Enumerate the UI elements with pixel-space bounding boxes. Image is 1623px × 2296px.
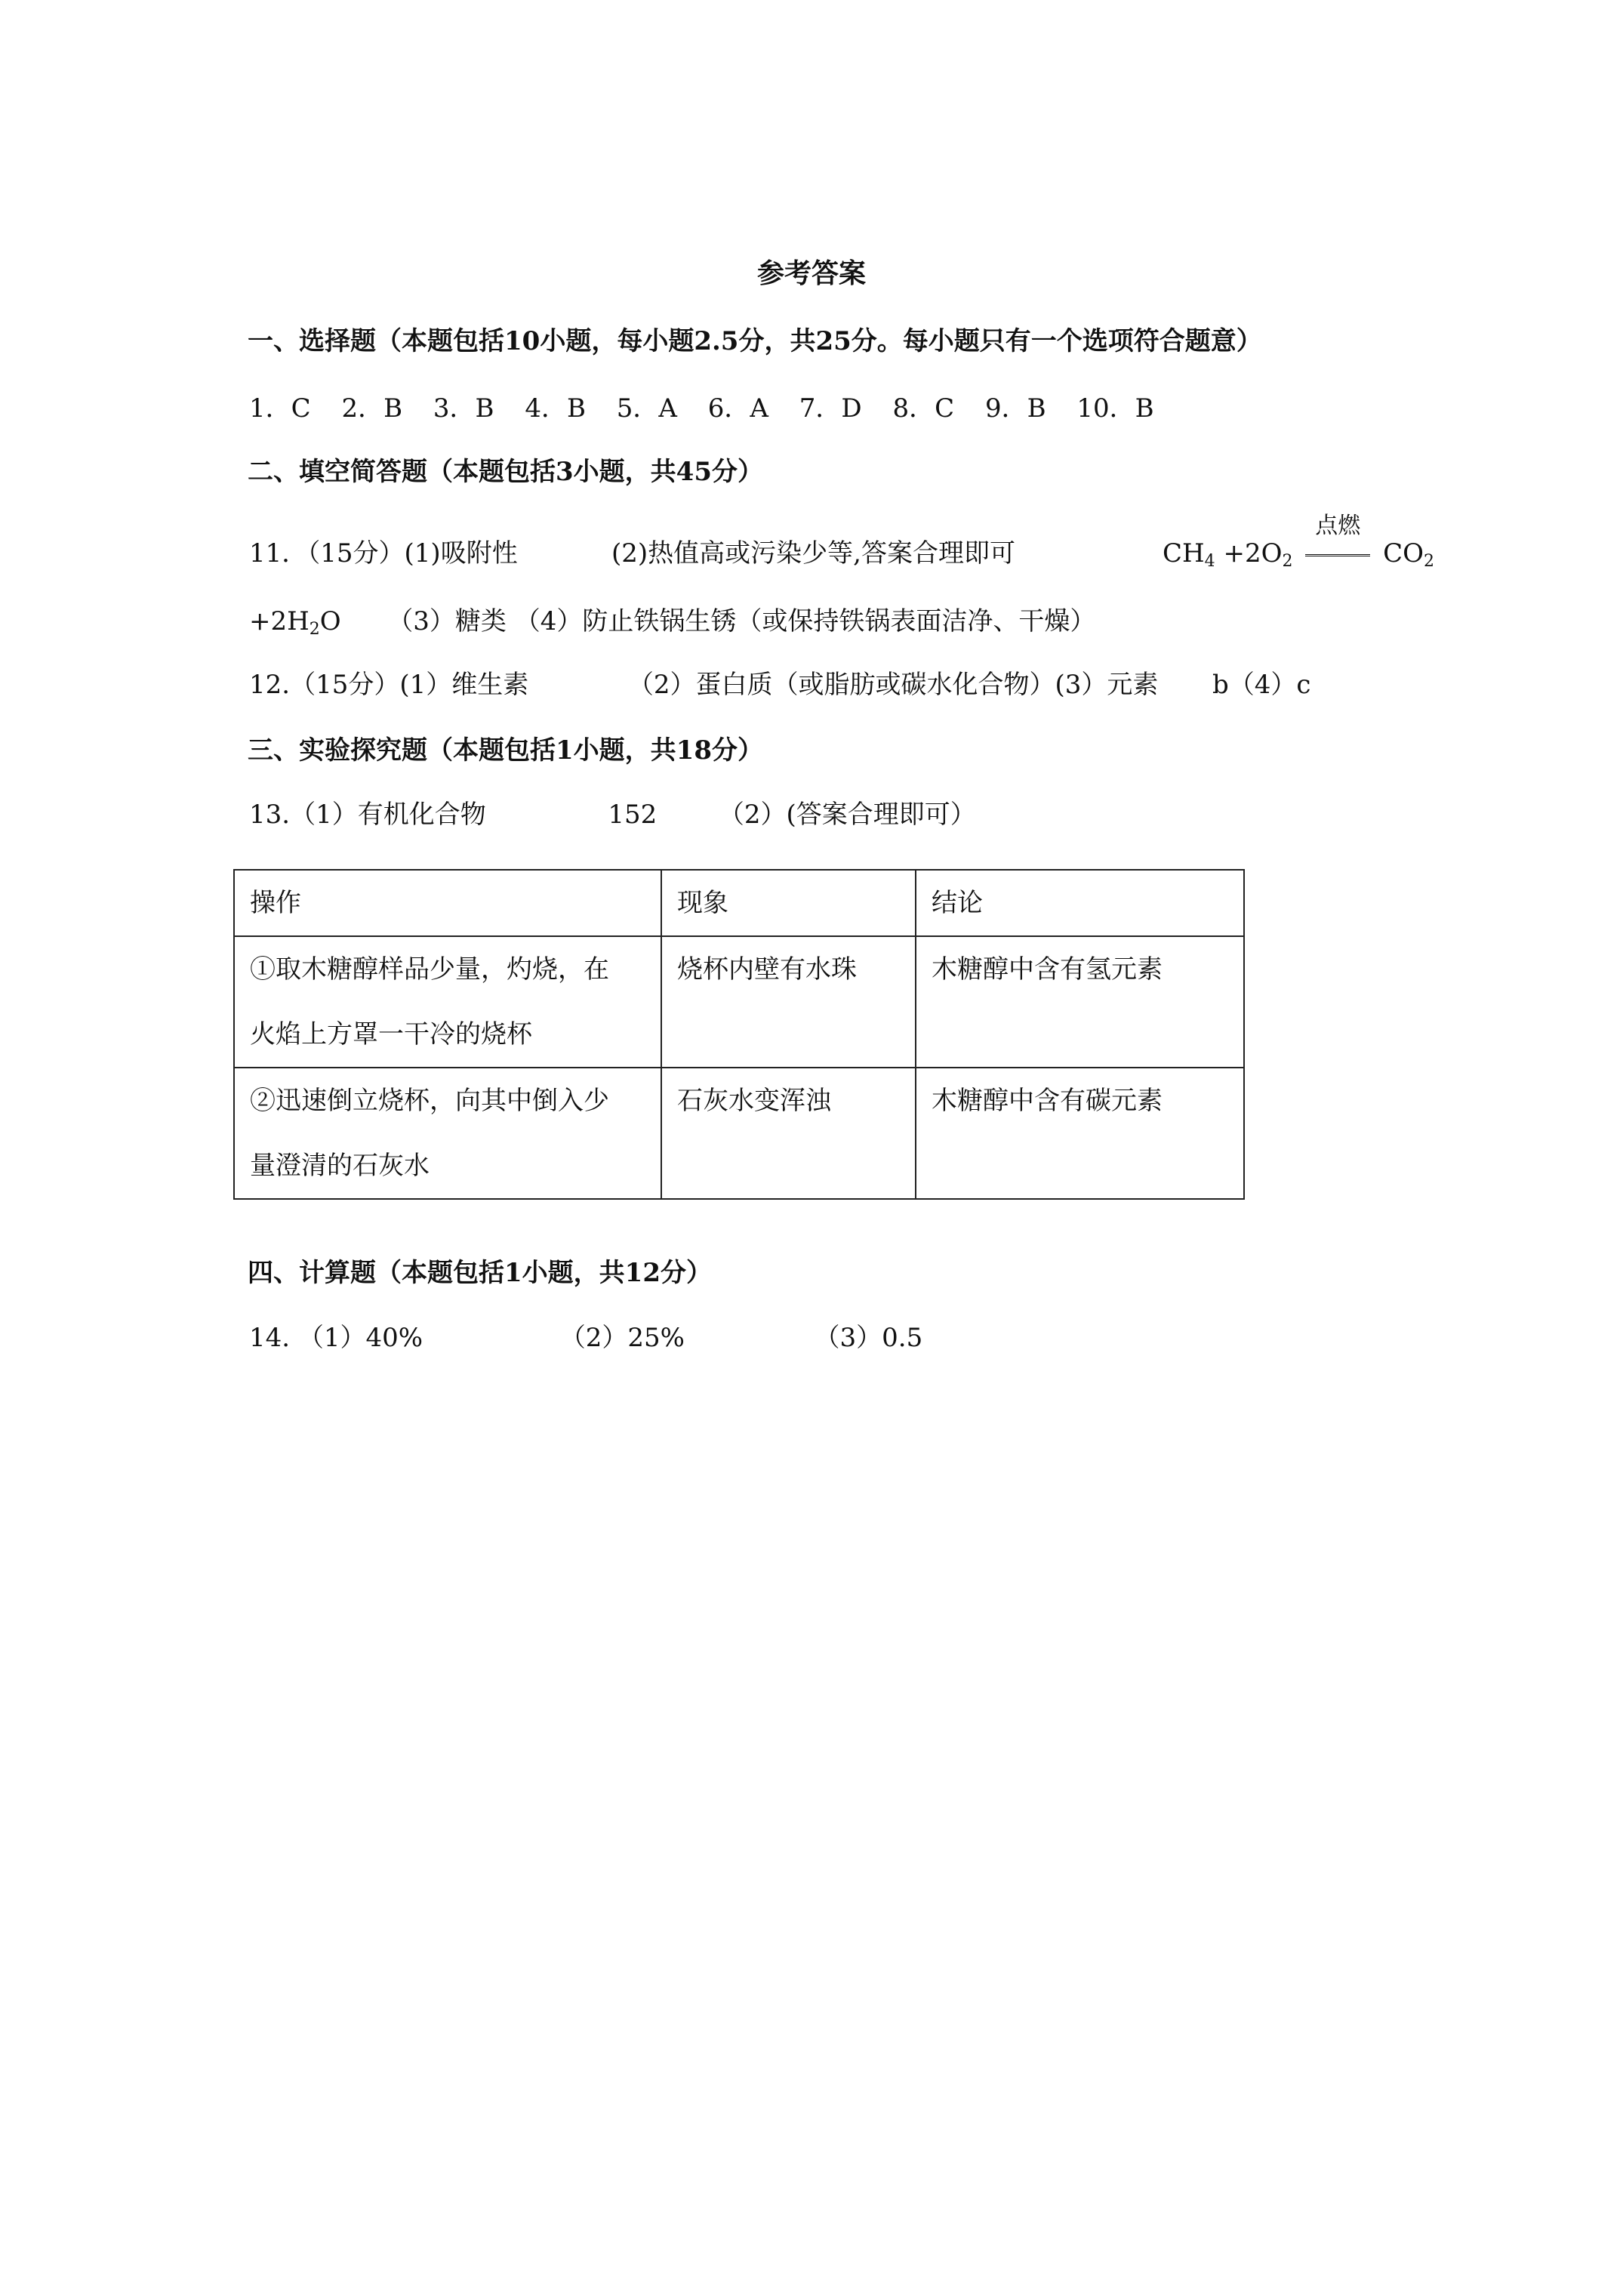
section1-answers [249, 393, 1177, 424]
answer-10: 10．B [1076, 393, 1154, 424]
section3-heading: 三、实验探究题（本题包括1小题，共18分） [248, 735, 763, 766]
q11-line2: $+2H_2O$ （3）糖类 （4）防止铁锅生锈（或保持铁锅表面洁净、干燥） [249, 606, 1096, 639]
section1-heading: 一、选择题（本题包括10小题，每小题2.5分，共25分。每小题只有一个选项符合题意） [248, 326, 1262, 356]
cell-operation: ①取木糖醇样品少量，灼烧，在 火焰上方罩一干冷的烧杯 [234, 936, 661, 1068]
q11-equation: $CH_4 +2O_2$ 点燃 $CO_2$ [1163, 513, 1434, 571]
q11-part1: 11．（15分）(1)吸附性 [249, 538, 518, 569]
answer-2: 2．B [341, 393, 403, 424]
answer-8: 8．C [892, 393, 955, 424]
answer-4: 4．B [525, 393, 586, 424]
table-row [234, 1068, 1244, 1199]
cell-conclusion: 木糖醇中含有碳元素 [916, 1068, 1244, 1199]
header-phenomenon: 现象 [661, 870, 916, 936]
q13-line: 13.（1）有机化合物 152 （2）(答案合理即可） [249, 800, 976, 830]
q11-part2: (2)热值高或污染少等,答案合理即可 [611, 538, 1015, 569]
q14-line: 14. （1）40% （2）25% （3）0.5 [249, 1323, 923, 1353]
answer-3: 3．B [433, 393, 494, 424]
answer-1: 1．C [249, 393, 311, 424]
q12-line: 12.（15分）(1）维生素 （2）蛋白质（或脂肪或碳水化合物）(3）元素 b（4）c [249, 670, 1311, 700]
answer-6: 6．A [707, 393, 768, 424]
section2-heading: 二、填空简答题（本题包括3小题，共45分） [248, 457, 763, 487]
table-header-row [234, 870, 1244, 936]
reaction-arrow [1305, 554, 1370, 556]
reaction-condition: 点燃 [1301, 538, 1375, 569]
table-row [234, 936, 1244, 1068]
section4-heading: 四、计算题（本题包括1小题，共12分） [248, 1258, 712, 1288]
experiment-table [233, 869, 1245, 1200]
header-operation: 操作 [234, 870, 661, 936]
page-title: 参考答案 [756, 257, 866, 289]
cell-phenomenon: 石灰水变浑浊 [661, 1068, 916, 1199]
answer-7: 7．D [799, 393, 862, 424]
cell-operation: ②迅速倒立烧杯，向其中倒入少 量澄清的石灰水 [234, 1068, 661, 1199]
answer-5: 5．A [616, 393, 677, 424]
cell-phenomenon: 烧杯内壁有水珠 [661, 936, 916, 1068]
header-conclusion: 结论 [916, 870, 1244, 936]
answer-9: 9．B [984, 393, 1046, 424]
cell-conclusion: 木糖醇中含有氢元素 [916, 936, 1244, 1068]
